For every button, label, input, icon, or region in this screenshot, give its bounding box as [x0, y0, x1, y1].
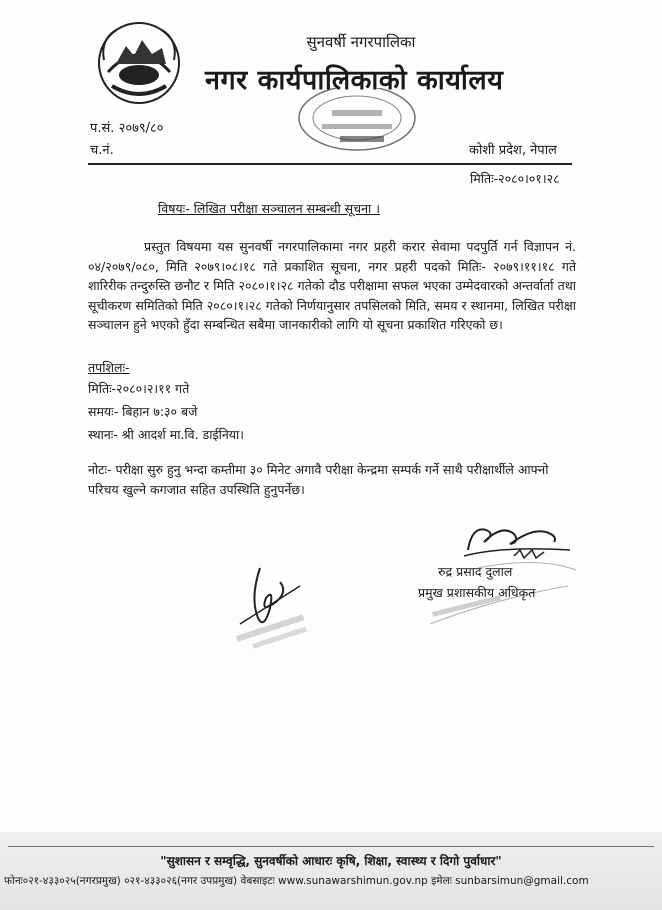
office-stamp-icon: [292, 88, 422, 158]
details-heading: तपशिलः-: [88, 360, 130, 375]
exam-time: समयः- बिहान ७:३० बजे: [88, 404, 198, 419]
footer-divider: [8, 846, 654, 847]
dispatch-number: च.नं.: [90, 143, 114, 158]
left-stamp-icon: [232, 600, 322, 660]
reference-number: प.सं. २०७९/८०: [90, 121, 164, 136]
signatory-name: रुद्र प्रसाद दुलाल: [438, 564, 513, 579]
footer-contact: फोनः०२१-४३३०२५(नगरप्रमुख) ०२१-४३३०२६(नगर उपप्रमुख) वेबसाइटः www.sunawarshimun.gov.np इमेलः sunbarsimun@gmail.com: [4, 875, 589, 887]
notice-note: नोटः- परीक्षा सुरु हुनु भन्दा कम्तीमा ३० मिनेट अगावै परीक्षा केन्द्रमा सम्पर्क गर्ने साथै परीक्षार्थीले आफ्नो परिचय खुल्ने कगजात सहित उपस्थिति हुनुपर्नेछ।: [88, 462, 549, 497]
notice-date: मितिः-२०८०।०१।२८: [470, 171, 560, 186]
notice-body: प्रस्तुत विषयमा यस सुनवर्षी नगरपालिकामा नगर प्रहरी करार सेवामा पदपुर्ति गर्न विज्ञापन नं. ०४/२०७९/०८०, मिति २०७९।०८।१८ गते प्रकाशित सूचना, नगर प्रहरी पदको मितिः- २०७९।११।१८ गते शारिरीक तन्दुरुस्ति छनौट र मिति २०८०।१।२८ गतेको दौड परीक्षामा सफल भएका उम्मेदवारको अन्तर्वार्ता तथा सूचीकरण समितिको मिति २०८०।१।२८ गतेको निर्णयानुसार तपसिलको मिति, समय र स्थानमा, लिखित परीक्षा सञ्चालन हुने भएको हुँदा सम्बन्धित सबैमा जानकारीको लागि यो सूचना प्रकाशित गरिएको छ।: [88, 239, 576, 333]
footer-band: [0, 832, 662, 910]
exam-date: मितिः-२०८०।२।११ गते: [88, 381, 190, 396]
subject-text: विषयः- लिखित परीक्षा सञ्चालन सम्बन्धी सूचना ।: [158, 201, 380, 216]
footer-slogan: "सुशासन र सम्वृद्धि, सुनवर्षीको आधारः कृषि, शिक्षा, स्वास्थ्य र दिगो पुर्वाधार": [160, 854, 502, 868]
signatory-title: प्रमुख प्रशासकीय अधिकृत: [418, 585, 536, 600]
officer-signature: [462, 520, 574, 562]
notice-subject: [158, 200, 380, 217]
header-divider: [88, 163, 572, 165]
office-title: नगर कार्यपालिकाको कार्यालय: [205, 65, 504, 96]
office-address: कोशी प्रदेश, नेपाल: [469, 143, 557, 158]
municipality-name: सुनवर्षी नगरपालिका: [306, 33, 416, 51]
exam-venue: स्थानः- श्री आदर्श मा.वि. डाईनिया।: [88, 427, 245, 442]
